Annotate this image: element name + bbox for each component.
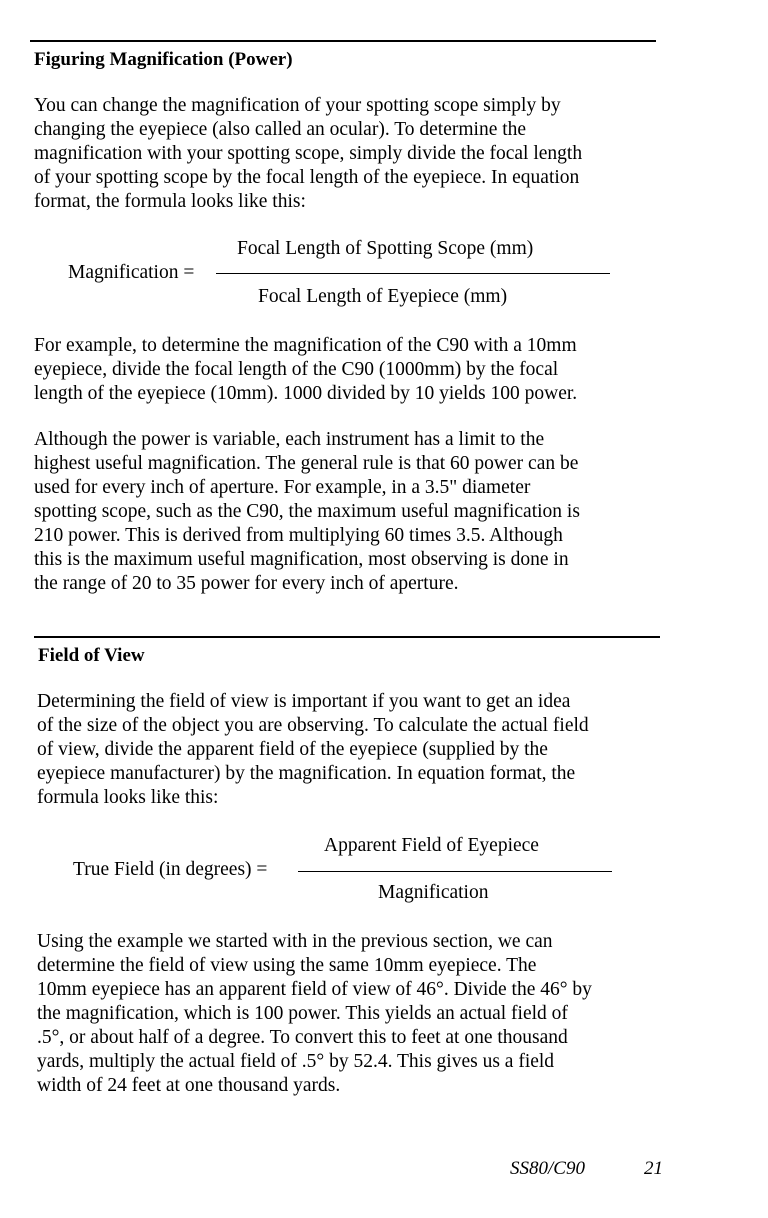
text-line: of view, divide the apparent field of the eyepiece (supplied by the	[37, 739, 548, 760]
paragraph-magnification-limit	[34, 428, 684, 596]
text-line: format, the formula looks like this:	[34, 191, 306, 212]
text-line: Determining the field of view is important if you want to get an idea	[37, 691, 571, 712]
fraction-bar	[298, 871, 612, 872]
paragraph-magnification-intro	[34, 94, 684, 214]
text-line: For example, to determine the magnification of the C90 with a 10mm	[34, 335, 577, 356]
text-line: .5°, or about half of a degree. To convert this to feet at one thousand	[37, 1027, 568, 1048]
text-line: used for every inch of aperture. For example, in a 3.5" diameter	[34, 477, 531, 498]
section-heading-field-of-view: Field of View	[38, 645, 145, 666]
equation-numerator: Apparent Field of Eyepiece	[324, 835, 539, 856]
text-line: eyepiece manufacturer) by the magnification. In equation format, the	[37, 763, 576, 784]
equation-denominator: Focal Length of Eyepiece (mm)	[258, 286, 508, 307]
text-line: Using the example we started with in the previous section, we can	[37, 931, 553, 952]
text-line: 210 power. This is derived from multiplying 60 times 3.5. Although	[34, 525, 563, 546]
text-line: spotting scope, such as the C90, the maximum useful magnification is	[34, 501, 580, 522]
text-line: determine the field of view using the same 10mm eyepiece. The	[37, 955, 537, 976]
text-line: this is the maximum useful magnification, most observing is done in	[34, 549, 569, 570]
text-line: the range of 20 to 35 power for every inch of aperture.	[34, 573, 459, 594]
paragraph-field-of-view-example	[37, 930, 687, 1098]
text-line: width of 24 feet at one thousand yards.	[37, 1075, 341, 1096]
section-divider-field-of-view	[34, 636, 660, 638]
paragraph-magnification-example	[34, 334, 684, 406]
section-heading-magnification: Figuring Magnification (Power)	[34, 49, 293, 70]
fraction-bar	[216, 273, 610, 274]
text-line: Although the power is variable, each instrument has a limit to the	[34, 429, 545, 450]
text-line: yards, multiply the actual field of .5° by 52.4. This gives us a field	[37, 1051, 555, 1072]
equation-lhs: True Field (in degrees) =	[73, 859, 268, 880]
equation-numerator: Focal Length of Spotting Scope (mm)	[237, 238, 534, 259]
text-line: magnification with your spotting scope, simply divide the focal length	[34, 143, 583, 164]
text-line: of your spotting scope by the focal length of the eyepiece. In equation	[34, 167, 580, 188]
section-divider-top	[30, 40, 656, 42]
equation-denominator: Magnification	[378, 882, 489, 903]
text-line: eyepiece, divide the focal length of the C90 (1000mm) by the focal	[34, 359, 559, 380]
text-line: the magnification, which is 100 power. This yields an actual field of	[37, 1003, 568, 1024]
text-line: changing the eyepiece (also called an ocular). To determine the	[34, 119, 527, 140]
footer-page-number: 21	[644, 1158, 663, 1179]
text-line: length of the eyepiece (10mm). 1000 divided by 10 yields 100 power.	[34, 383, 578, 404]
equation-lhs: Magnification =	[68, 262, 195, 283]
footer-model-name: SS80/C90	[510, 1158, 585, 1179]
text-line: You can change the magnification of your spotting scope simply by	[34, 95, 561, 116]
text-line: highest useful magnification. The general rule is that 60 power can be	[34, 453, 579, 474]
text-line: 10mm eyepiece has an apparent field of view of 46°. Divide the 46° by	[37, 979, 592, 1000]
text-line: of the size of the object you are observing. To calculate the actual field	[37, 715, 589, 736]
text-line: formula looks like this:	[37, 787, 219, 808]
paragraph-field-of-view-intro	[37, 690, 687, 810]
